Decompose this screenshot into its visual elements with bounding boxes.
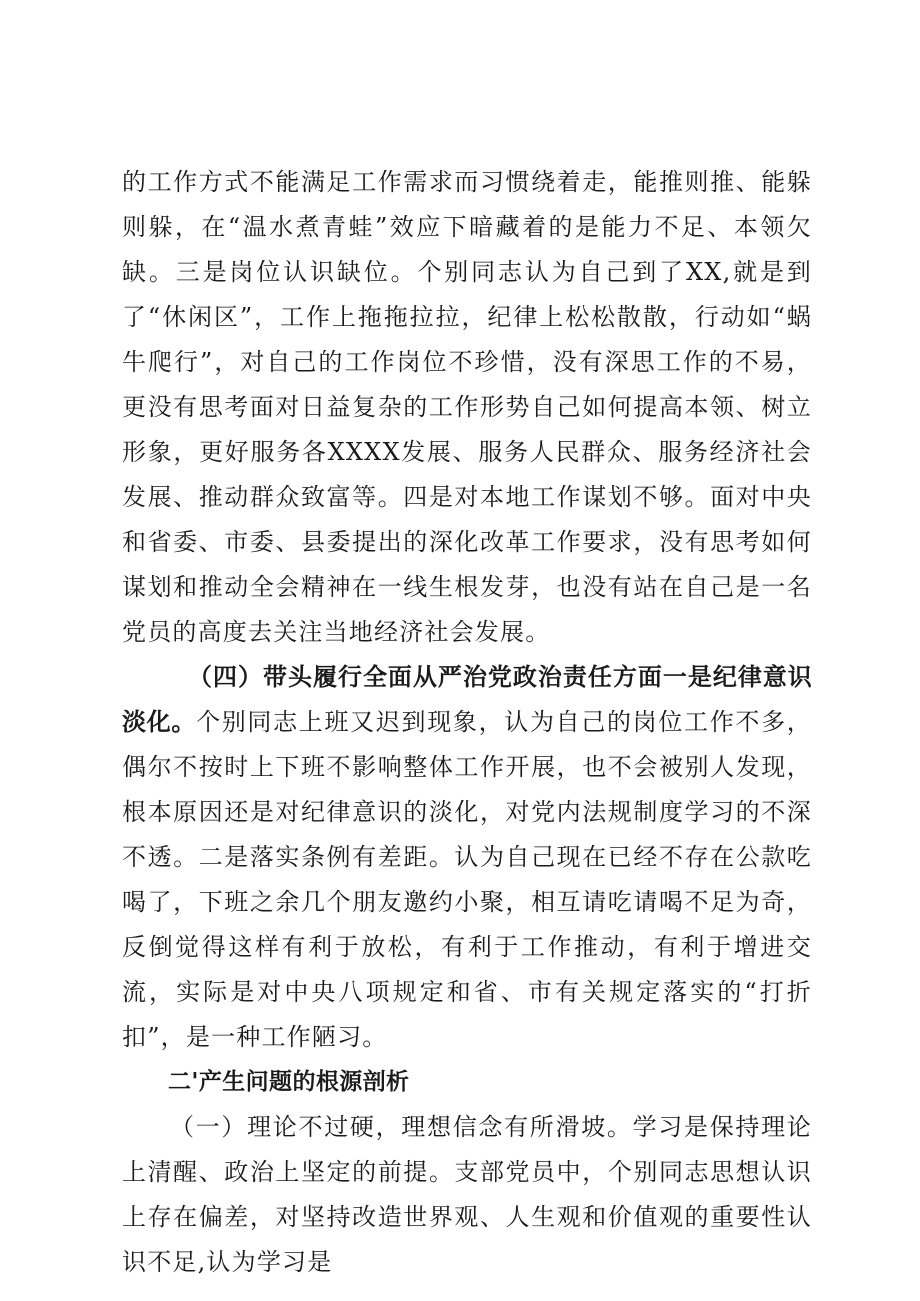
body-paragraph-1: 的工作方式不能满足工作需求而习惯绕着走，能推则推、能躲则躲，在“温水煮青蛙”效应下暗藏着的是能力不足、本领欠缺。三是岗位认识缺位。个别同志认为自己到了XX,就是到了“休闲区”，工作上拖拖拉拉，纪律上松松散散，行动如“蜗牛爬行”，对自己的工作岗位不珍惜，没有深思工作的不易，更没有思考面对日益复杂的工作形势自己如何提高本领、树立形象，更好服务各XXXX发展、服务人民群众、服务经济社会发展、推动群众致富等。四是对本地工作谋划不够。面对中央和省委、市委、县委提出的深化改革工作要求，没有思考如何谋划和推动全会精神在一线生根发芽，也没有站在自己是一名党员的高度去关注当地经济社会发展。 xyxy=(122,168,812,646)
section-heading-2: 二'产生问题的根源剖析 xyxy=(168,1069,410,1095)
body-paragraph-3: （一）理论不过硬，理想信念有所滑坡。学习是保持理论上清醒、政治上坚定的前提。支部党员中，个别同志思想认识上存在偏差，对坚持改造世界观、人生观和价值观的重要性认识不足,认为学习是 xyxy=(122,1113,812,1276)
body-paragraph-2 xyxy=(122,655,812,1060)
document-page xyxy=(122,160,812,1285)
body-paragraph-2-text: 个别同志上班又迟到现象，认为自己的岗位工作不多，偶尔不按时上下班不影响整体工作开展，也不会被别人发现，根本原因还是对纪律意识的淡化，对党内法规制度学习的不深不透。二是落实条例有差距。认为自己现在已经不存在公款吃喝了，下班之余几个朋友邀约小聚，相互请吃请喝不足为奇，反倒觉得这样有利于放松，有利于工作推动，有利于增进交流，实际是对中央八项规定和省、市有关规定落实的“打折扣”，是一种工作陋习。 xyxy=(122,708,812,1051)
subsection-lead-four: （四）带头履行全面从严治党政治责任方面一是纪律意识淡化。 xyxy=(122,663,812,736)
